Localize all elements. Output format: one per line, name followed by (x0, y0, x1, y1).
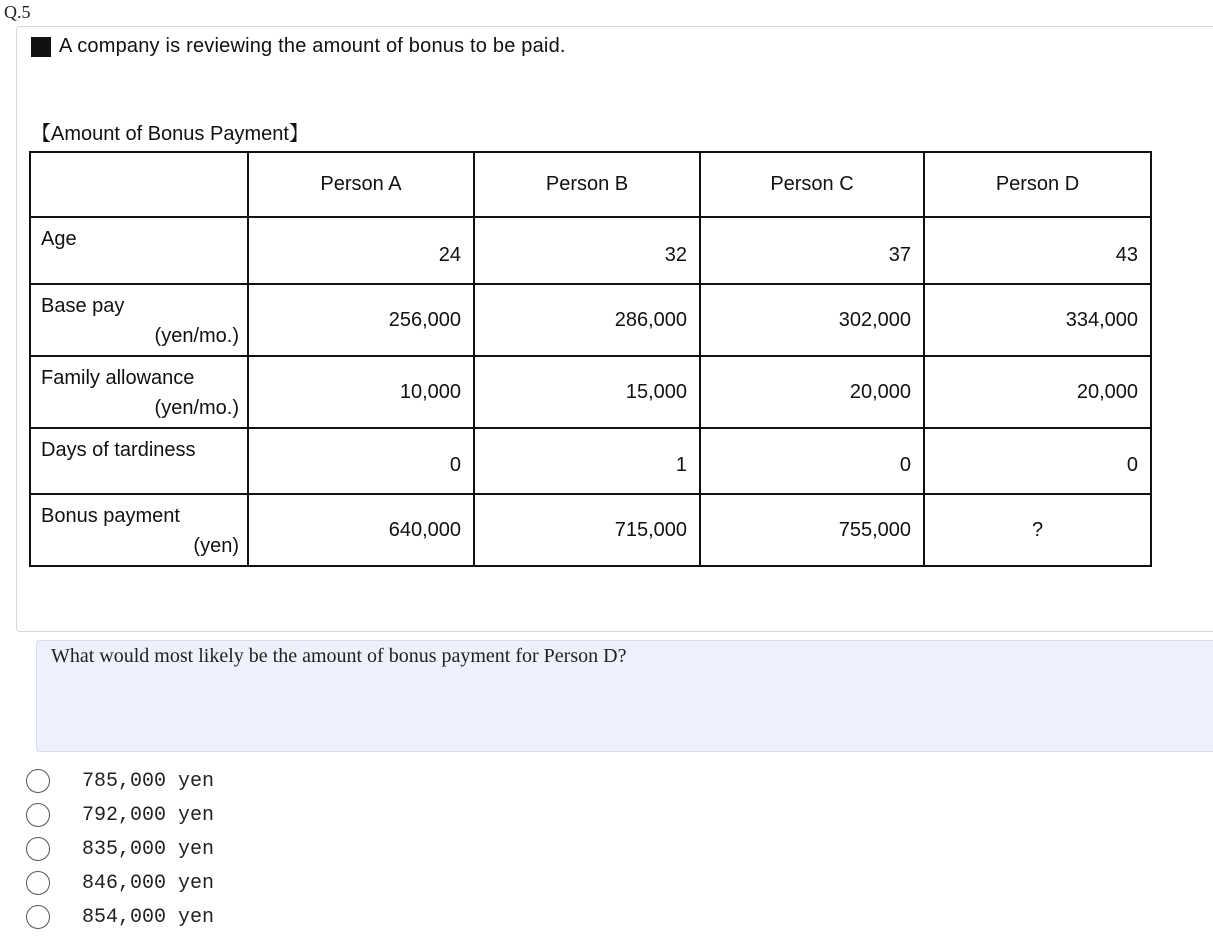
answer-option[interactable] (26, 832, 214, 866)
table-title: 【Amount of Bonus Payment】 (31, 123, 309, 145)
table-cell: 1 (474, 428, 700, 494)
question-number: Q.5 (4, 2, 31, 22)
row-label (30, 217, 248, 284)
column-header: Person A (248, 152, 474, 217)
column-header: Person D (924, 152, 1151, 217)
answer-option[interactable] (26, 866, 214, 900)
row-label-text: Age (41, 228, 77, 250)
problem-panel (16, 26, 1213, 632)
row-label-text: Family allowance (41, 367, 195, 389)
table-cell: 32 (474, 217, 700, 284)
table-cell: 256,000 (248, 284, 474, 356)
intro (31, 35, 566, 58)
table-row (30, 428, 1151, 494)
option-label[interactable]: 785,000 yen (82, 769, 215, 793)
table-cell: 755,000 (700, 494, 924, 566)
row-label (30, 356, 248, 428)
table-row (30, 284, 1151, 356)
table-row (30, 217, 1151, 284)
table-cell: 43 (924, 217, 1151, 284)
option-label[interactable]: 846,000 yen (82, 871, 215, 895)
square-bullet-icon (31, 37, 51, 57)
table-cell: 10,000 (248, 356, 474, 428)
radio-button[interactable] (26, 905, 50, 929)
table-cell: 715,000 (474, 494, 700, 566)
table-cell: 334,000 (924, 284, 1151, 356)
answer-options (26, 764, 214, 934)
table-header-row (30, 152, 1151, 217)
table-row (30, 356, 1151, 428)
table-cell: 0 (924, 428, 1151, 494)
row-unit: (yen/mo.) (154, 325, 239, 347)
table-cell: 302,000 (700, 284, 924, 356)
radio-button[interactable] (26, 769, 50, 793)
row-unit: (yen) (193, 535, 239, 557)
table-cell: 24 (248, 217, 474, 284)
radio-button[interactable] (26, 837, 50, 861)
question-box (36, 640, 1213, 752)
option-label[interactable]: 854,000 yen (82, 905, 215, 929)
radio-button[interactable] (26, 871, 50, 895)
table-cell: 15,000 (474, 356, 700, 428)
question-text: What would most likely be the amount of bonus payment for Person D? (51, 645, 627, 667)
row-label (30, 494, 248, 566)
row-label (30, 284, 248, 356)
table-corner-cell (30, 152, 248, 217)
intro-text: A company is reviewing the amount of bonus to be paid. (59, 35, 566, 57)
table-cell: 286,000 (474, 284, 700, 356)
table-row (30, 494, 1151, 566)
row-label-text: Base pay (41, 295, 125, 317)
table-cell: 20,000 (924, 356, 1151, 428)
table-cell: 37 (700, 217, 924, 284)
row-unit: (yen/mo.) (154, 397, 239, 419)
column-header: Person C (700, 152, 924, 217)
row-label (30, 428, 248, 494)
table-cell-unknown: ? (924, 494, 1151, 566)
radio-button[interactable] (26, 803, 50, 827)
bonus-table (29, 151, 1152, 567)
column-header: Person B (474, 152, 700, 217)
table-cell: 640,000 (248, 494, 474, 566)
row-label-text: Bonus payment (41, 505, 180, 527)
option-label[interactable]: 835,000 yen (82, 837, 215, 861)
option-label[interactable]: 792,000 yen (82, 803, 215, 827)
answer-option[interactable] (26, 764, 214, 798)
answer-option[interactable] (26, 798, 214, 832)
table-cell: 0 (248, 428, 474, 494)
answer-option[interactable] (26, 900, 214, 934)
row-label-text: Days of tardiness (41, 439, 196, 461)
table-cell: 20,000 (700, 356, 924, 428)
table-cell: 0 (700, 428, 924, 494)
